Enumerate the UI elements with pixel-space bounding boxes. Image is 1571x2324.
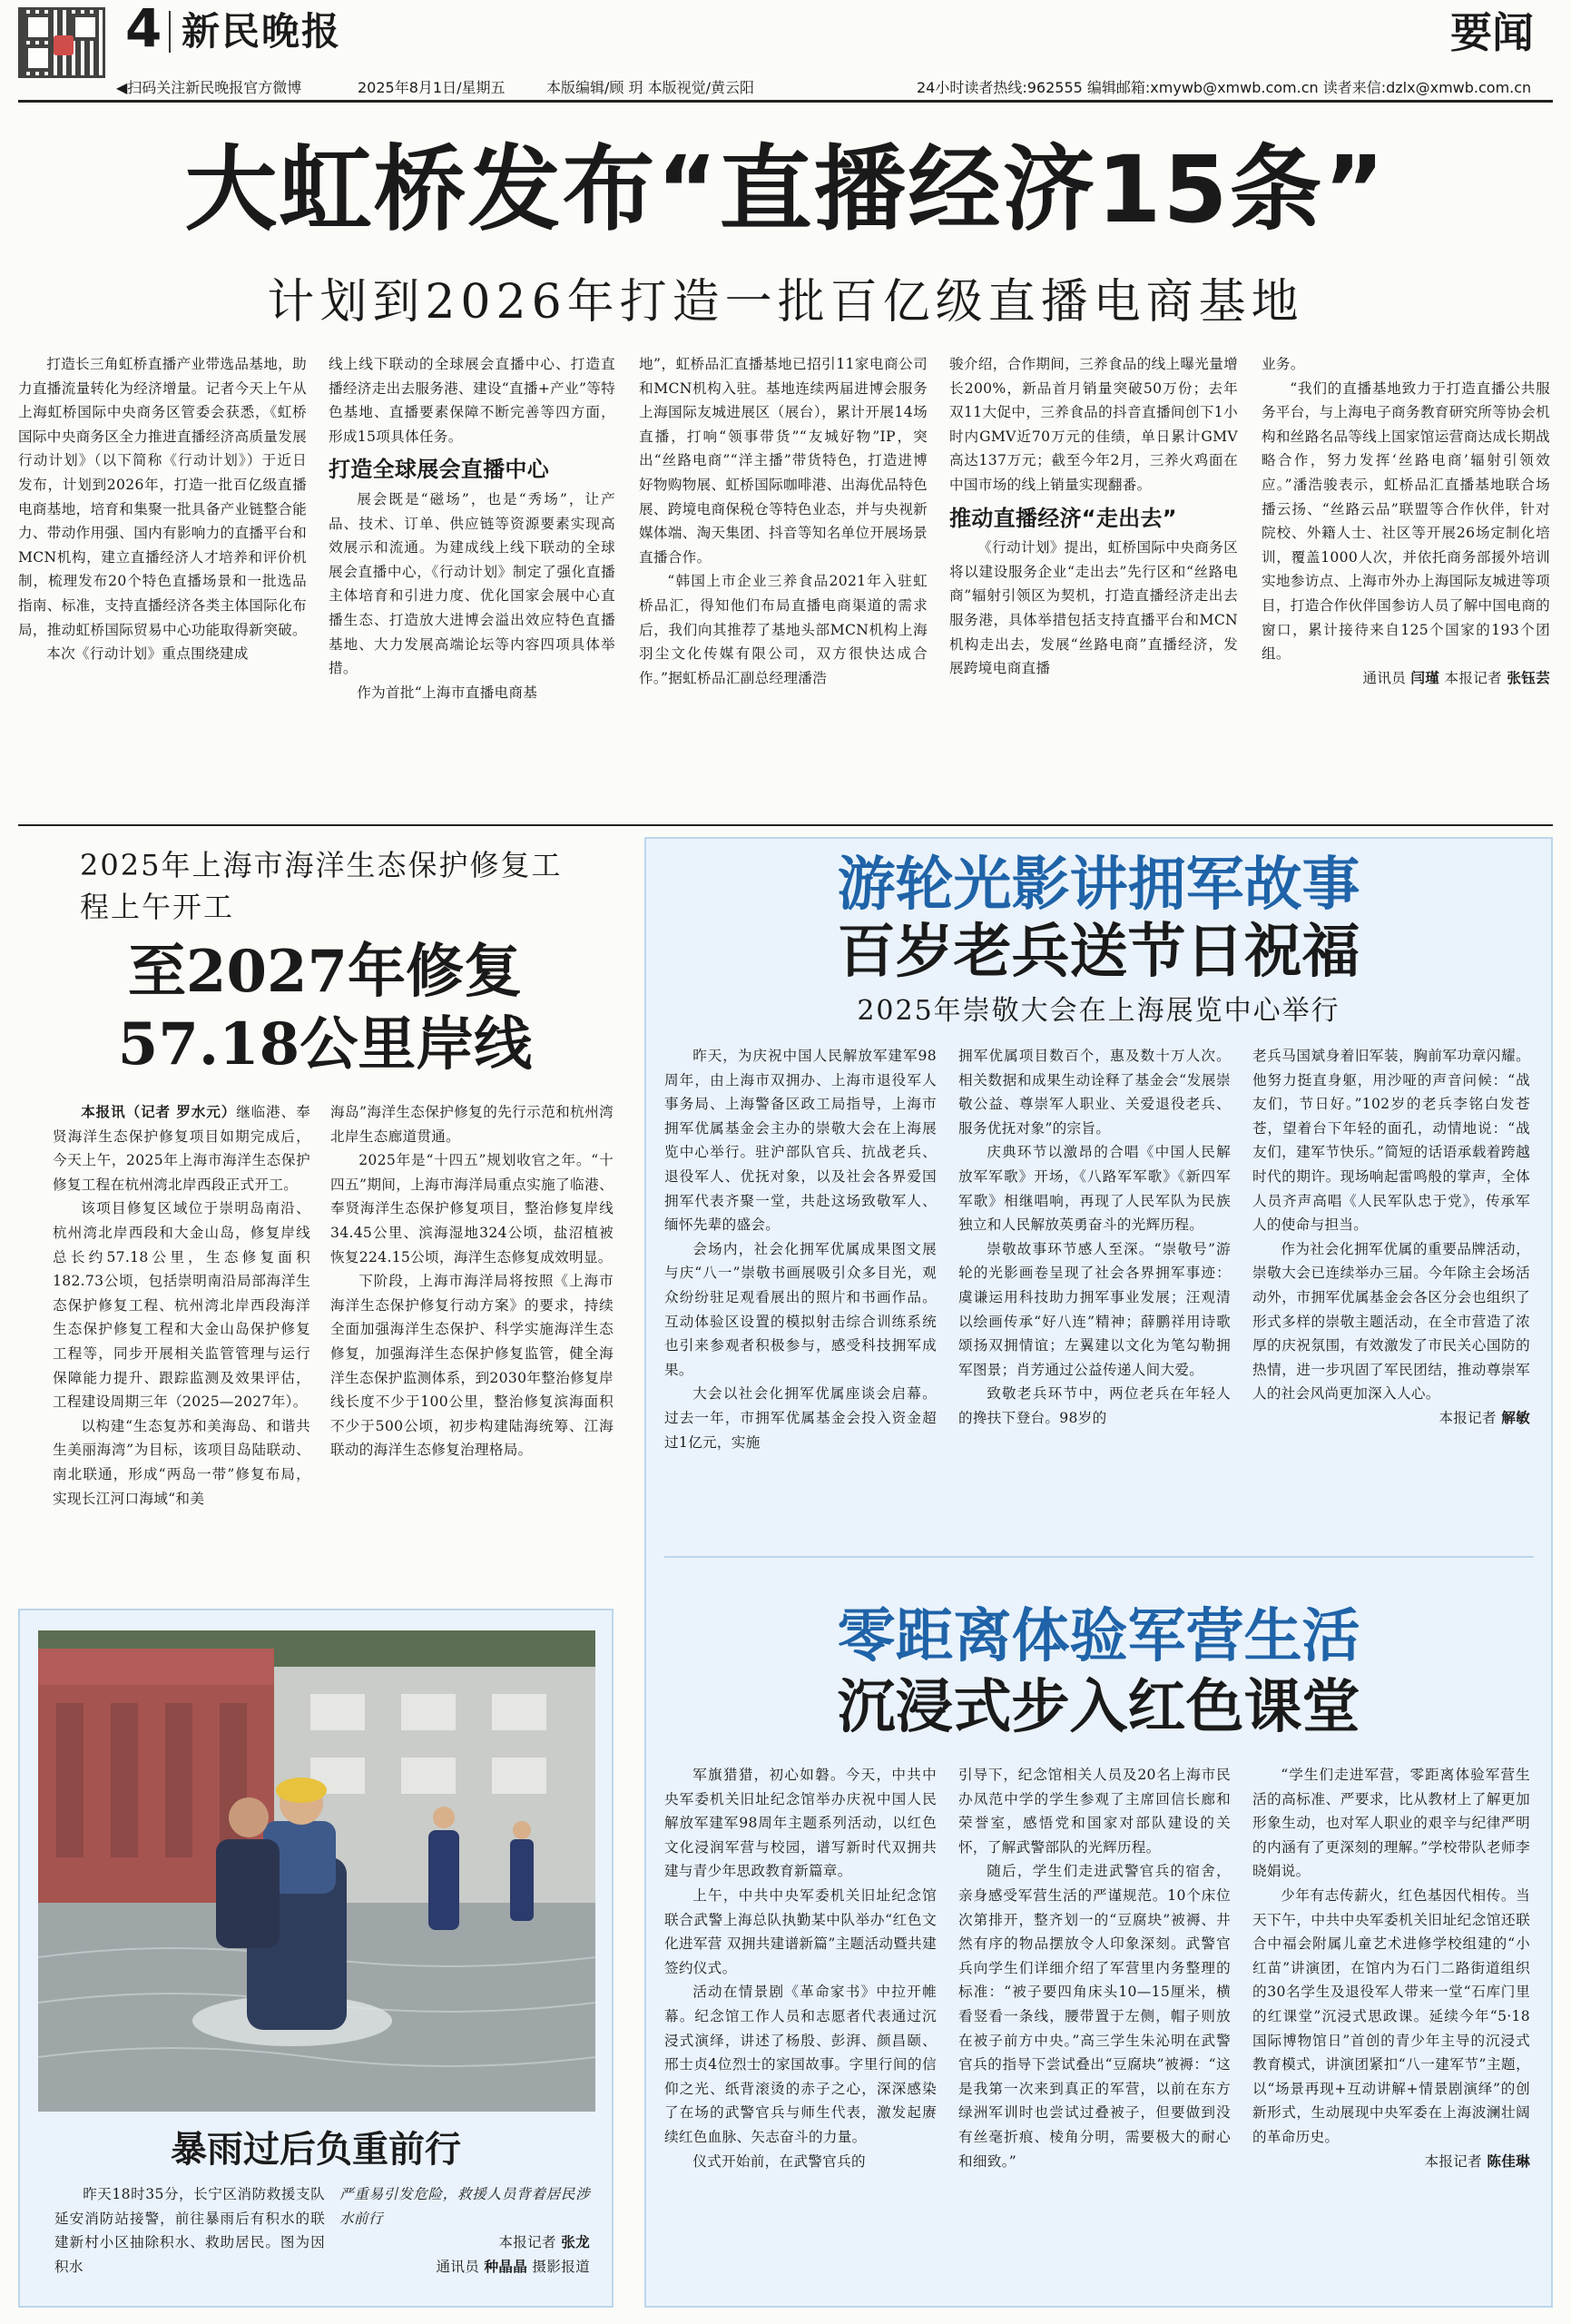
caption-text: 昨天18时35分，长宁区消防救援支队延安消防站接警，前往暴雨后有积水的联建新村小区抽除积水、救助居民。图为因积水 xyxy=(54,2186,325,2275)
paragraph: 作为社会化拥军优属的重要品牌活动，崇敬大会已连续举办三届。今年除主会场活动外，市拥军优属基金会各区分会也组织了形式多样的崇敬主题活动，在全市营造了浓厚的庆祝氛围，有效激发了市民关心国防的热情，进一步巩固了军民团结，推动尊崇军人的社会风尚更加深入人心。 xyxy=(1252,1240,1530,1403)
ocean-headline-line1: 至2027年修复 xyxy=(127,938,523,1006)
camp-headline-line2: 沉浸式步入红色课堂 xyxy=(837,1674,1360,1741)
dateline: 本报讯（记者 罗水元） xyxy=(81,1103,237,1120)
lead-column-4 xyxy=(949,352,1238,681)
cruise-byline: 本报记者 解敏 xyxy=(1438,1408,1530,1426)
author-name: 张钰芸 xyxy=(1507,668,1550,686)
paragraph: 地”，虹桥品汇直播基地已招引11家电商公司和MCN机构入驻。基地连续两届进博会服务上海国际友城进展区（展台），累计开展14场直播，打响“领事带货”“友城好物”IP，突出“丝路电商”“洋主播”带货特色，打造进博好物购物展、虹桥国际咖啡港、出海优品特色展、跨境电商保税仓等特色业态，并与央视新媒体端、淘天集团、抖音等知名单位开展场景直播合作。 xyxy=(639,356,928,566)
masthead-divider xyxy=(169,11,171,53)
cruise-subhead: 2025年崇敬大会在上海展览中心举行 xyxy=(857,995,1340,1027)
paragraph: 随后，学生们走进武警官兵的宿舍，亲身感受军营生活的严谨规范。10个床位次第排开，整齐划一的“豆腐块”被褥、井然有序的物品摆放令人印象深刻。武警官兵向学生们详细介绍了军营里内务整理的标准：“被子要四角床头10—15厘米，横看竖看一条线，腰带置于左侧，帽子则放在被子前方中央。”高三学生朱沁明在武警官兵的指导下尝试叠出“豆腐块”被褥：“这是我第一次来到真正的军营，以前在东方绿洲军训时也尝试过叠被子，但要做到没有丝毫折痕、棱角分明，需要极大的耐心和细致。” xyxy=(958,1863,1231,2170)
paragraph: 大会以社会化拥军优属座谈会启幕。过去一年，市拥军优属基金会投入资金超过1亿元，实施 xyxy=(664,1385,937,1451)
paragraph: 活动在情景剧《革命家书》中拉开帷幕。纪念馆工作人员和志愿者代表通过沉浸式演绎，讲述了杨殷、彭湃、颜昌颐、邢士贞4位烈士的家国故事。字里行间的信仰之光、纸背滚烫的赤子之心，深深感染了在场的武警官兵与师生代表，激发起赓续红色血脉、矢志奋斗的力量。 xyxy=(664,1984,937,2145)
reader-hotline: 24小时读者热线:962555 编辑邮箱:xmywb@xmwb.com.cn 读者来信:dzlx@xmwb.com.cn xyxy=(917,79,1532,96)
paragraph: 上午，中共中央军委机关旧址纪念馆联合武警上海总队执勤某中队举办“红色文化进军营 双拥共建谱新篇”主题活动暨共建签约仪式。 xyxy=(664,1886,937,1976)
ocean-kicker: 2025年上海市海洋生态保护修复工程上午开工 xyxy=(80,848,563,924)
ocean-column-2 xyxy=(330,1100,614,1462)
paragraph: 庆典环节以激昂的合唱《中国人民解放军军歌》开场，《八路军军歌》《新四军军歌》相继唱响，再现了人民军队为民族独立和人民解放英勇奋斗的光辉历程。 xyxy=(958,1144,1231,1234)
lead-subhead: 计划到2026年打造一批百亿级直播电商基地 xyxy=(267,275,1304,330)
paragraph: “韩国上市企业三养食品2021年入驻虹桥品汇，得知他们布局直播电商渠道的需求后，我们向其推荐了基地头部MCN机构上海羽尘文化传媒有限公司，双方很快达成合作。”据虹桥品汇副总经理潘浩 xyxy=(639,573,928,686)
paragraph: “我们的直播基地致力于打造直播公共服务平台，与上海电子商务教育研究所等协会机构和丝路名品等线上国家馆运营商达成长期战略合作，努力发挥‘丝路电商’辐射引领效应。”潘浩骏表示，虹桥品汇直播基地联合场播云扬、“丝路云品”联盟等合作伙伴，针对院校、外籍人士、社区等开展26场定制化培训，覆盖1000人次，并依托商务部援外培训实地参访点、上海市外办上海国际友城进等项目，打造合作伙伴国参访人员了解中国电商的窗口，累计接待来自125个国家的193个团组。 xyxy=(1262,379,1550,663)
lead-column-2 xyxy=(329,352,615,704)
cruise-headline-line1: 游轮光影讲拥军故事 xyxy=(837,852,1360,919)
paragraph: 引导下，纪念馆相关人员及20名上海市民办凤范中学的学生参观了主席回信长廊和荣誉室，感悟党和国家对部队建设的关怀，了解武警部队的光辉历程。 xyxy=(958,1767,1231,1856)
paragraph: 以构建“生态复苏和美海岛、和谐共生美丽海湾”为目标，该项目岛陆联动、南北联通，形成“两岛一带”修复布局，实现长江河口海域“和美 xyxy=(53,1417,310,1507)
editor-credits: 本版编辑/顾 玥 本版视觉/黄云阳 xyxy=(546,79,754,96)
paragraph: 仪式开始前，在武警官兵的 xyxy=(692,2152,866,2170)
qr-caption: ◀扫码关注新民晚报官方微博 xyxy=(116,79,302,96)
paragraph: 会场内，社会化拥军优属成果图文展与庆“八一”崇敬书画展吸引众多目光，观众纷纷驻足观看展出的照片和书画作品。互动体验区设置的模拟射击综合训练系统也引来参观者积极参与，感受科技拥军成果。 xyxy=(664,1240,937,1378)
qr-code[interactable] xyxy=(18,7,105,78)
camp-column-2 xyxy=(958,1763,1231,2173)
photo-panel xyxy=(18,1609,614,2308)
photo-caption-right xyxy=(339,2182,590,2279)
camp-column-3 xyxy=(1252,1763,1530,2173)
cruise-column-2 xyxy=(958,1044,1231,1431)
lead-column-3 xyxy=(639,352,928,690)
author-name: 张龙 xyxy=(561,2233,590,2251)
section-name: 要闻 xyxy=(1450,8,1534,57)
panel-divider xyxy=(664,1556,1534,1558)
paragraph: 该项目修复区域位于崇明岛南沿、杭州湾北岸西段和大金山岛，修复岸线总长约57.18公里，生态修复面积182.73公顷，包括崇明南沿局部海洋生态保护修复工程、杭州湾北岸西段海洋生态保护修复工程和大金山岛保护修复工程等，同步开展相关监管管理与运行保障能力提升、跟踪监测及效果评估，工程建设周期三年（2025—2027年）。 xyxy=(53,1200,310,1411)
paragraph: 业务。 xyxy=(1262,356,1305,372)
masthead-rule xyxy=(18,100,1553,103)
paragraph: 本次《行动计划》重点围绕建成 xyxy=(46,645,249,663)
lead-column-1 xyxy=(18,352,307,666)
paragraph: 少年有志传薪火，红色基因代相传。当天下午，中共中央军委机关旧址纪念馆还联合中福会附属儿童艺术进修学校组建的“小红苗”讲演团，在馆内为石门二路街道组织的30名学生及退役军人带来一堂“石库门里的红课堂”沉浸式思政课。延续今年“5·18国际博物馆日”首创的青少年主导的沉浸式教育模式，讲演团紧扣“八一建军节”主题，以“场景再现+互动讲解+情景剧演绎”的创新形式，生动展现中央军委在上海波澜壮阔的革命历史。 xyxy=(1252,1886,1530,2145)
caption-text: 严重易引发危险，救援人员背着居民涉水前行 xyxy=(339,2186,590,2227)
paragraph: 本报讯（记者 罗水元）继临港、奉贤海洋生态保护修复项目如期完成后，今天上午，2025年上海市海洋生态保护修复工程在杭州湾北岸西段正式开工。 xyxy=(53,1103,310,1193)
paragraph: 昨天，为庆祝中国人民解放军建军98周年，由上海市双拥办、上海市退役军人事务局、上海警备区政工局指导，上海市拥军优属基金会主办的崇敬大会在上海展览中心举行。驻沪部队官兵、抗战老兵、退役军人、优抚对象，以及社会各界爱国拥军代表齐聚一堂，共赴这场致敬军人、缅怀先辈的盛会。 xyxy=(664,1048,937,1234)
flood-rescue-photo[interactable] xyxy=(38,1630,595,2112)
ocean-headline-line2: 57.18公里岸线 xyxy=(117,1010,533,1078)
paragraph: “学生们走进军营，零距离体验军营生活的高标准、严要求，比从教材上了解更加形象生动，也对军人职业的艰辛与纪律严明的内涵有了更深刻的理解。”学校带队老师李晓娟说。 xyxy=(1252,1767,1530,1880)
paragraph: 2025年是“十四五”规划收官之年。“十四五”期间，上海市海洋局重点实施了临港、奉贤海洋生态保护修复项目，整治修复岸线34.45公里、滨海湿地324公顷，盐沼植被恢复224.15公顷，海洋生态修复成效明显。 xyxy=(330,1152,614,1265)
paragraph: 展会既是“磁场”，也是“秀场”，让产品、技术、订单、供应链等资源要素实现高效展示和流通。为建成线上线下联动的全球展会直播中心，《行动计划》制定了强化直播主体培育和引进力度、优化国家会展中心直播生态、打造放大进博会溢出效应特色直播基地、大力发展高端论坛等内容四项具体举措。 xyxy=(329,490,615,677)
author-name: 解敏 xyxy=(1501,1408,1530,1426)
lead-headline: 大虹桥发布“直播经济15条” xyxy=(184,136,1387,244)
cruise-column-1 xyxy=(664,1044,937,1454)
paragraph: 骏介绍，合作期间，三养食品的线上曝光量增长200%，新品首月销量突破50万份；去年双11大促中，三养食品的抖音直播间创下1小时内GMV近70万元的佳绩，单日累计GMV高达137万元；截至今年2月，三养火鸡面在中国市场的线上销量实现翻番。 xyxy=(949,356,1238,493)
paragraph: 《行动计划》提出，虹桥国际中央商务区将以建设服务企业“走出去”先行区和“丝路电商”辐射引领区为契机，打造直播经济走出去服务港，具体举措包括支持直播平台和MCN机构走出去，发展“丝路电商”直播经济，发展跨境电商直播 xyxy=(949,539,1238,677)
paragraph: 线上线下联动的全球展会直播中心、打造直播经济走出去服务港、建设“直播+产业”等特色基地、直播要素保障不断完善等四方面，形成15项具体任务。 xyxy=(329,356,615,445)
lead-byline: 通讯员 闫瑾 本报记者 张钰芸 xyxy=(1362,668,1550,686)
paragraph: 作为首批“上海市直播电商基 xyxy=(357,684,538,701)
photo-byline-2: 通讯员 种晶晶 摄影报道 xyxy=(436,2257,590,2275)
page-number: 4 xyxy=(125,0,162,59)
cruise-headline-line2: 百岁老兵送节日祝福 xyxy=(837,919,1360,986)
camp-column-1 xyxy=(664,1763,937,2173)
photo-byline-1: 本报记者 张龙 xyxy=(498,2233,590,2251)
author-name: 陈佳琳 xyxy=(1487,2152,1530,2170)
lead-column-5 xyxy=(1262,352,1550,690)
ocean-column-1 xyxy=(53,1100,310,1511)
paragraph: 老兵马国斌身着旧军装，胸前军功章闪耀。他努力挺直身躯，用沙哑的声音问候：“战友们，节日好。”102岁的老兵李铭白发苍苍，望着台下年轻的面孔，动情地说：“战友们，建军节快乐。”简短的话语承载着跨越时代的期许。现场响起雷鸣般的掌声，全体人员齐声高唱《人民军队忠于党》，传承军人的使命与担当。 xyxy=(1252,1048,1530,1234)
camp-byline: 本报记者 陈佳琳 xyxy=(1424,2152,1530,2170)
author-name: 闫瑾 xyxy=(1410,668,1440,686)
paragraph: 军旗猎猎，初心如磐。今天，中共中央军委机关旧址纪念馆举办庆祝中国人民解放军建军98周年主题系列活动，以红色文化浸润军营与校园，谱写新时代双拥共建与青少年思政教育新篇章。 xyxy=(664,1767,937,1880)
paragraph: 打造长三角虹桥直播产业带选品基地，助力直播流量转化为经济增量。记者今天上午从上海虹桥国际中央商务区管委会获悉，《虹桥国际中央商务区全力推进直播经济高质量发展行动计划》（以下简称《行动计划》）于近日发布，计划到2026年，打造一批百亿级直播电商基地，培育和集聚一批具备产业链整合能力、带动作用强、国内有影响力的直播平台和MCN机构，建立直播经济人才培养和评价机制，梳理发布20个特色直播场景和一批选品指南、标准，支持直播经济各类主体国际化布局，推动虹桥国际贸易中心功能取得新突破。 xyxy=(18,356,307,638)
lead-bottom-rule xyxy=(18,824,1553,826)
camp-headline-line1: 零距离体验军营生活 xyxy=(837,1603,1360,1670)
section-heading: 打造全球展会直播中心 xyxy=(329,457,549,483)
section-heading: 推动直播经济“走出去” xyxy=(949,505,1177,531)
issue-date: 2025年8月1日/星期五 xyxy=(358,79,506,96)
paragraph: 致敬老兵环节中，两位老兵在年轻人的搀扶下登台。98岁的 xyxy=(958,1385,1231,1426)
paragraph: 拥军优属项目数百个，惠及数十万人次。相关数据和成果生动诠释了基金会“发展崇敬公益、尊崇军人职业、关爱退役老兵、服务优抚对象”的宗旨。 xyxy=(958,1048,1231,1137)
cruise-column-3 xyxy=(1252,1044,1530,1431)
paragraph: 海岛”海洋生态保护修复的先行示范和杭州湾北岸生态廊道贯通。 xyxy=(330,1104,614,1145)
paragraph: 下阶段，上海市海洋局将按照《上海市海洋生态保护修复行动方案》的要求，持续全面加强海洋生态保护、科学实施海洋生态修复，加强海洋生态保护修复监管，健全海洋生态保护监测体系，到2030年整治修复岸线长度不少于100公里，整治修复滨海面积不少于500公顷，初步构建陆海统筹、江海联动的海洋生态修复治理格局。 xyxy=(330,1273,614,1459)
photo-title: 暴雨过后负重前行 xyxy=(171,2128,461,2171)
paper-name: 新民晚报 xyxy=(182,9,342,54)
paragraph: 崇敬故事环节感人至深。“崇敬号”游轮的光影画卷呈现了社会各界拥军事迹：虞谦运用科技助力拥军事业发展；汪观清以绘画传承“好八连”精神；薛鹏祥用诗歌颂扬双拥情谊；左翼建以文化为笔勾勒拥军图景；肖芳通过公益传递人间大爱。 xyxy=(958,1240,1231,1378)
photo-caption-left xyxy=(54,2182,325,2279)
author-name: 种晶晶 xyxy=(484,2257,528,2275)
